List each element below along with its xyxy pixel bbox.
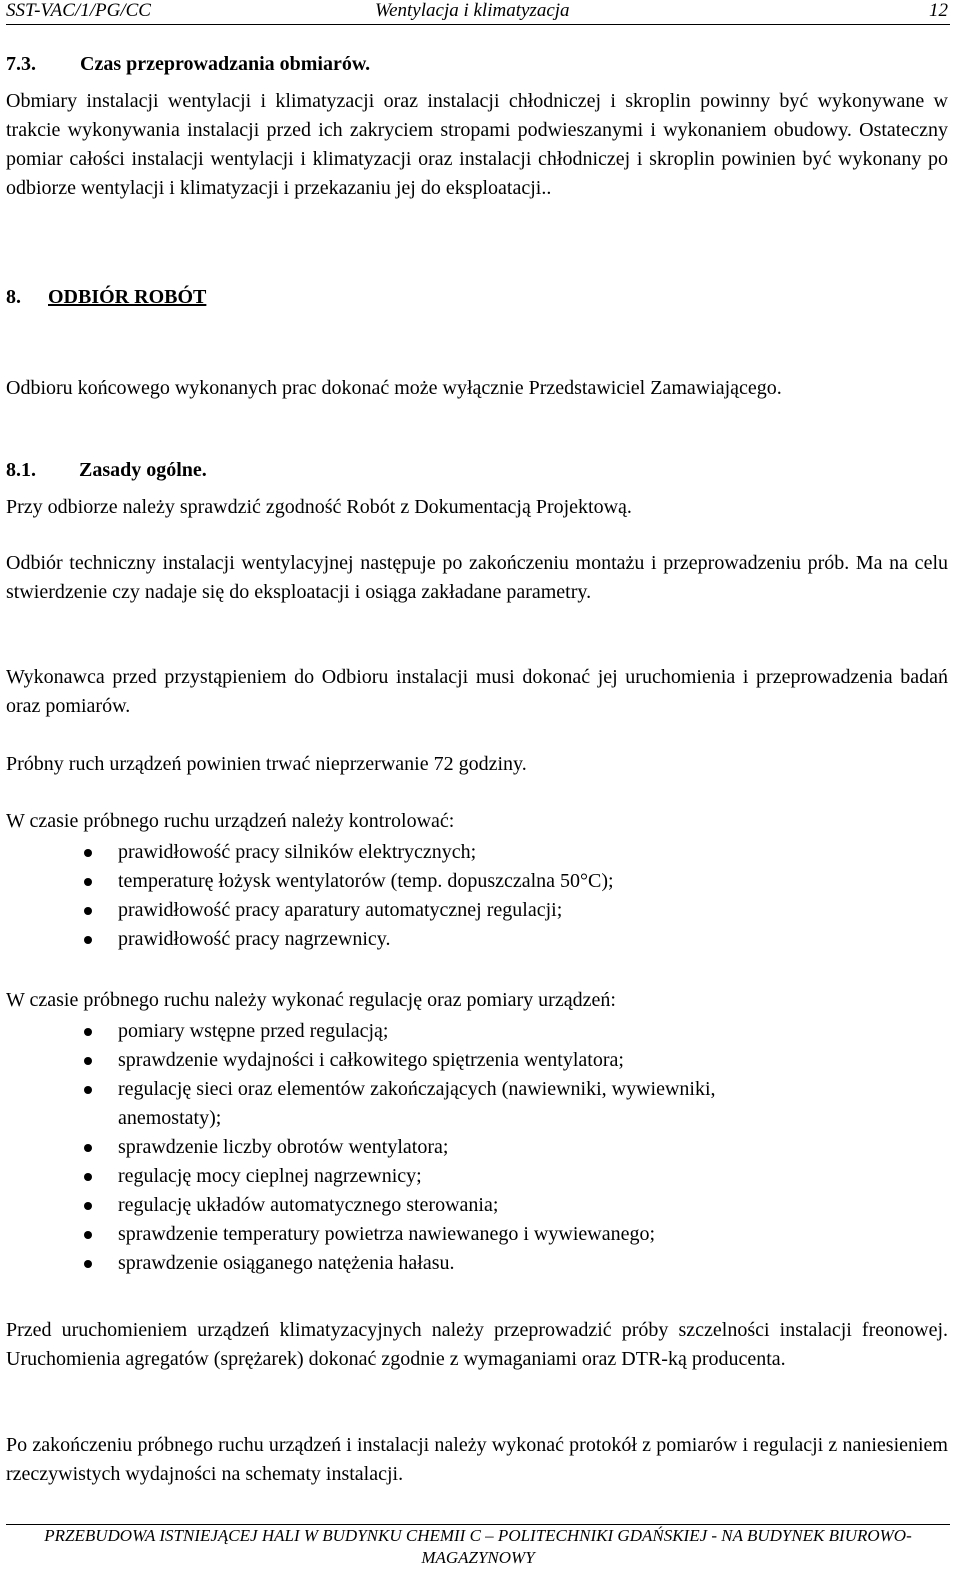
list-1-container bbox=[6, 838, 948, 954]
section-title: Zasady ogólne. bbox=[79, 459, 207, 481]
list-item: sprawdzenie osiąganego natężenia hałasu. bbox=[6, 1249, 766, 1278]
section-title: ODBIÓR ROBÓT bbox=[48, 286, 207, 308]
list-1-intro: W czasie próbnego ruchu urządzeń należy kontrolować: bbox=[6, 810, 455, 832]
list-item: temperaturę łożysk wentylatorów (temp. dopuszczalna 50°C); bbox=[6, 867, 948, 896]
list-2-intro: W czasie próbnego ruchu należy wykonać regulację oraz pomiary urządzeń: bbox=[6, 989, 616, 1011]
section-8-1-heading bbox=[6, 456, 948, 485]
list-item: sprawdzenie wydajności i całkowitego spiętrzenia wentylatora; bbox=[6, 1046, 766, 1075]
paragraph-contractor-startup: Wykonawca przed przystąpieniem do Odbioru instalacji musi dokonać jej uruchomienia i przeprowadzenia badań oraz pomiarów. bbox=[6, 666, 948, 717]
list-item: pomiary wstępne przed regulacją; bbox=[6, 1017, 766, 1046]
paragraph-technical-acceptance: Odbiór techniczny instalacji wentylacyjnej następuje po zakończeniu montażu i przeprowadzeniu prób. Ma na celu stwierdzenie czy nadaje się do eksploatacji i osiąga zakładane parametry. bbox=[6, 552, 948, 603]
list-2-container bbox=[6, 1017, 948, 1278]
header-title: Wentylacja i klimatyzacja bbox=[375, 0, 570, 21]
section-7-3-heading bbox=[6, 50, 948, 79]
list-item: prawidłowość pracy aparatury automatycznej regulacji; bbox=[6, 896, 948, 925]
page-number: 12 bbox=[929, 0, 948, 21]
paragraph-leak-tests: Przed uruchomieniem urządzeń klimatyzacyjnych należy przeprowadzić próby szczelności instalacji freonowej. Uruchomienia agregatów (sprężarek) dokonać zgodnie z wymaganiami oraz DTR-ką producenta. bbox=[6, 1319, 948, 1370]
section-number: 8.1. bbox=[6, 459, 36, 481]
section-number: 7.3. bbox=[6, 53, 36, 75]
list-item: sprawdzenie temperatury powietrza nawiewanego i wywiewanego; bbox=[6, 1220, 766, 1249]
page-footer: PRZEBUDOWA ISTNIEJĄCEJ HALI W BUDYNKU CHEMII C – POLITECHNIKI GDAŃSKIEJ - NA BUDYNEK BIUROWO-MAGAZYNOWY bbox=[6, 1524, 950, 1569]
page-header bbox=[6, 0, 950, 25]
section-8-intro: Odbioru końcowego wykonanych prac dokonać może wyłącznie Przedstawiciel Zamawiającego. bbox=[6, 377, 782, 399]
list-item: prawidłowość pracy silników elektrycznych; bbox=[6, 838, 948, 867]
paragraph-protocol: Po zakończeniu próbnego ruchu urządzeń i instalacji należy wykonać protokół z pomiarów i regulacji z naniesieniem rzeczywistych wydajności na schematy instalacji. bbox=[6, 1434, 948, 1485]
paragraph-conformity: Przy odbiorze należy sprawdzić zgodność Robót z Dokumentacją Projektową. bbox=[6, 496, 632, 518]
list-item: regulację układów automatycznego sterowania; bbox=[6, 1191, 766, 1220]
section-title: Czas przeprowadzania obmiarów. bbox=[80, 53, 371, 75]
document-code: SST-VAC/1/PG/CC bbox=[6, 0, 151, 21]
list-item: prawidłowość pracy nagrzewnicy. bbox=[6, 925, 948, 954]
list-item: sprawdzenie liczby obrotów wentylatora; bbox=[6, 1133, 766, 1162]
list-item: regulację mocy cieplnej nagrzewnicy; bbox=[6, 1162, 766, 1191]
list-item: regulację sieci oraz elementów zakończających (nawiewniki, wywiewniki, anemostaty); bbox=[6, 1075, 766, 1133]
bullet-list-measurements bbox=[6, 1017, 766, 1278]
section-8-heading bbox=[6, 283, 948, 312]
bullet-list-controls bbox=[6, 838, 948, 954]
paragraph-trial-run: Próbny ruch urządzeń powinien trwać nieprzerwanie 72 godziny. bbox=[6, 753, 527, 775]
section-number: 8. bbox=[6, 286, 21, 308]
section-7-3-paragraph: Obmiary instalacji wentylacji i klimatyzacji oraz instalacji chłodniczej i skroplin powinny być wykonywane w trakcie wykonywania instalacji przed ich zakryciem stropami podwieszanymi i wykonaniem obudowy. Ostateczny pomiar całości instalacji wentylacji i klimatyzacji oraz instalacji chłodniczej i skroplin powinien być wykonany po odbiorze wentylacji i klimatyzacji i przekazaniu jej do eksploatacji.. bbox=[6, 90, 948, 199]
